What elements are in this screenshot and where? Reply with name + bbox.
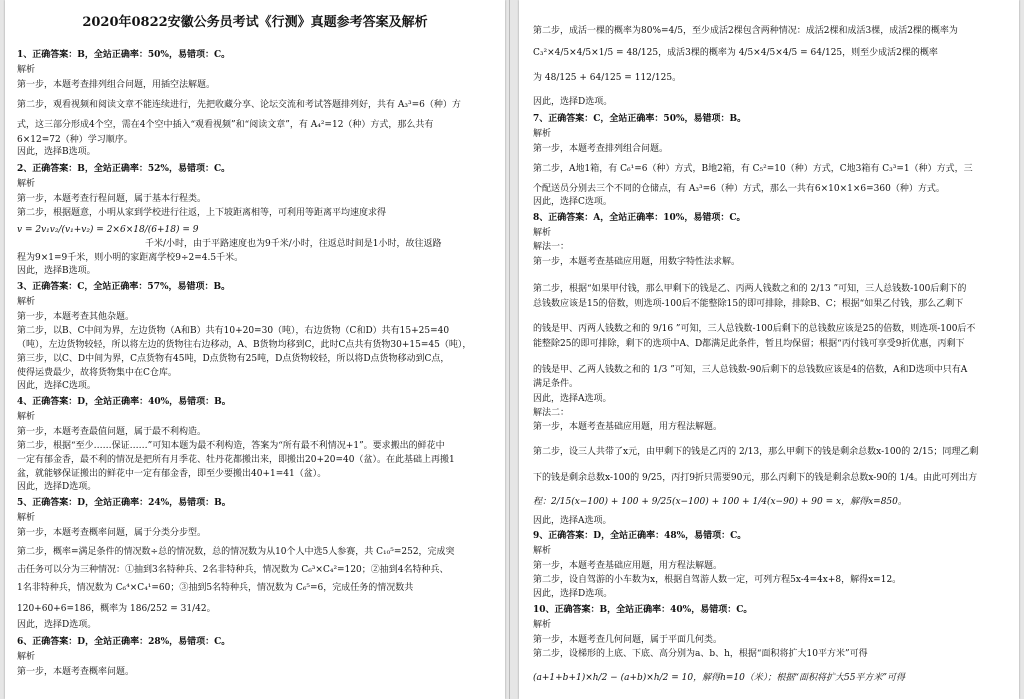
analysis-label: 解析 xyxy=(17,412,36,422)
formula-line: 为 48/125 + 64/125 = 112/125。 xyxy=(533,73,682,83)
answer-heading: 4、正确答案：D，全站正确率：40%，易错项：B。 xyxy=(17,397,231,407)
answer-heading: 8、正确答案：A，全站正确率：10%，易错项：C。 xyxy=(533,213,746,223)
body-line: （吨），左边货物较轻，所以将左边的货物往右边移动，A、B货物均移到C，此时C点共有货物30+15=45（吨）， xyxy=(17,340,472,350)
body-line: 能整除25的即可排除，剩下的选项中A、D都满足此条件，暂且均保留；根据“丙付钱可享受9折优惠，丙剩下 xyxy=(533,339,965,349)
analysis-label: 解析 xyxy=(17,65,36,75)
body-line: 第二步，成活一棵的概率为80%=4/5，至少成活2棵包含两种情况：成活2棵和成活3棵，成活2棵的概率为 xyxy=(533,26,958,36)
body-line: 第二步，设自驾游的小车数为x，根据自驾游人数一定，可列方程5x-4=4x+8，解得x=12。 xyxy=(533,575,902,585)
body-line: 第一步，本题考查基础应用题，用方程法解题。 xyxy=(533,561,723,571)
body-line: 1名非特种兵，情况数为 C₆⁴×C₄¹=60；③抽到5名特种兵，情况数为 C₆⁵=6，完成任务的情况数共 xyxy=(17,583,414,593)
conclusion-line: 因此，选择D选项。 xyxy=(533,97,613,107)
conclusion-line: 因此，选择D选项。 xyxy=(17,620,97,630)
body-line: 6×12=72（种）学习顺序。 xyxy=(17,135,133,145)
formula-line: 120+60+6=186，概率为 186/252 = 31/42。 xyxy=(17,604,216,614)
conclusion-line: 因此，选择A选项。 xyxy=(533,516,612,526)
conclusion-line: 因此，选择B选项。 xyxy=(17,147,96,157)
analysis-label: 解析 xyxy=(17,297,36,307)
body-line: 第二步，根据题意，小明从家到学校进行往返，上下坡距离相等，可利用等距离平均速度求得 xyxy=(17,208,387,218)
conclusion-line: 因此，选择C选项。 xyxy=(17,381,96,391)
body-line: 第一步，本题考查概率问题，属于分类分步型。 xyxy=(17,528,207,538)
document-title: 2020年0822安徽公务员考试《行测》真题参考答案及解析 xyxy=(82,15,428,30)
body-line: 击任务可以分为三种情况：①抽到3名特种兵、2名非特种兵，情况数为 C₆³×C₄²=120；②抽到4名特种兵、 xyxy=(17,565,449,575)
document-page-left xyxy=(5,0,505,699)
conclusion-line: 因此，选择D选项。 xyxy=(533,589,613,599)
body-line: 盆，就能够保证搬出的鲜花中一定有郁金香，即至少要搬出40+1=41（盆）。 xyxy=(17,469,327,479)
body-line: 一定有郁金香，最不利的情况是把所有月季花、牡丹花都搬出来，即搬出20+20=40（盆）。在此基础上再搬1 xyxy=(17,455,455,465)
analysis-label: 解析 xyxy=(533,228,552,238)
formula-line: C₃²×4/5×4/5×1/5 = 48/125，成活3棵的概率为 4/5×4/5×4/5 = 64/125，则至少成活2棵的概率 xyxy=(533,48,938,58)
body-line: 的钱是甲、乙两人钱数之和的 1/3 ”可知，三人总钱数-90后剩下的总钱数应该是4的倍数，A和D选项中只有A xyxy=(533,365,968,375)
body-line: 第二步，设梯形的上底、下底、高分别为a、b、h，根据“面积将扩大10平方米”可得 xyxy=(533,649,868,659)
body-line: 式，这三部分形成4个空，需在4个空中插入“观看视频”和“阅读文章”，有 A₄²=12（种）方式，那么共有 xyxy=(17,120,434,130)
body-line: 第二步，A地1箱，有 C₆¹=6（种）方式，B地2箱，有 C₅²=10（种）方式，C地3箱有 C₃³=1（种）方式，三 xyxy=(533,164,973,174)
body-line: 满足条件。 xyxy=(533,379,579,389)
answer-heading: 1、正确答案：B，全站正确率：50%，易错项：C。 xyxy=(17,50,231,60)
conclusion-line: 因此，选择B选项。 xyxy=(17,266,96,276)
body-line: 第二步，概率=满足条件的情况数÷总的情况数，总的情况数为从10个人中选5人参赛，共 C₁₀⁵=252，完成突 xyxy=(17,547,455,557)
answer-heading: 2、正确答案：B，全站正确率：52%，易错项：C。 xyxy=(17,164,231,174)
body-line: 总钱数应该是15的倍数，则选项-100后不能整除15的即可排除，排除B、C；根据“如果乙付钱，那么乙剩下 xyxy=(533,299,964,309)
body-line: 使得运费最少，故将货物集中在C仓库。 xyxy=(17,368,177,378)
answer-heading: 10、正确答案：B，全站正确率：40%，易错项：C。 xyxy=(533,605,753,615)
body-line: 第一步，本题考查最值问题，属于最不利构造。 xyxy=(17,427,207,437)
body-line: 第一步，本题考查排列组合问题，用插空法解题。 xyxy=(17,80,216,90)
formula-line: (a+1+b+1)×h/2 − (a+b)×h/2 = 10，解得h=10（米）；根据“面积将扩大55平方米”可得 xyxy=(533,673,906,683)
body-line: 程为9×1=9千米，则小明的家距离学校9÷2=4.5千米。 xyxy=(17,253,244,263)
body-line: 第一步，本题考查排列组合问题。 xyxy=(533,144,669,154)
body-line: 的钱是甲、丙两人钱数之和的 9/16 ”可知，三人总钱数-100后剩下的总钱数应该是25的倍数，则选项-100后不 xyxy=(533,324,976,334)
conclusion-line: 因此，选择C选项。 xyxy=(533,197,612,207)
body-line: 第二步，以B、C中间为界，左边货物（A和B）共有10+20=30（吨），右边货物（C和D）共有15+25=40 xyxy=(17,326,450,336)
body-line: 第三步，以C、D中间为界，C点货物有45吨，D点货物有25吨，D点货物较轻，所以将D点货物移动到C点， xyxy=(17,354,450,364)
analysis-label: 解析 xyxy=(533,546,552,556)
method-label: 解法一： xyxy=(533,242,570,252)
analysis-label: 解析 xyxy=(17,179,36,189)
answer-heading: 9、正确答案：D，全站正确率：48%，易错项：C。 xyxy=(533,531,747,541)
page-gap xyxy=(509,0,510,699)
body-line: 下的钱是剩余总数x-100的 9/25，丙打9折只需要90元，那么丙剩下的钱是剩余总数x-90的 1/4。由此可列出方 xyxy=(533,473,978,483)
body-line: 个配送员分别去三个不同的仓储点，有 A₃³=6（种）方式，那么一共有6×10×1×6=360（种）方式。 xyxy=(533,184,945,194)
document-page-right xyxy=(519,0,1019,699)
body-line: 第二步，观看视频和阅读文章不能连续进行，先把收藏分享、论坛交流和考试答题排列好，共有 A₃³=6（种）方 xyxy=(17,100,461,110)
answer-heading: 7、正确答案：C，全站正确率：50%，易错项：B。 xyxy=(533,114,747,124)
body-line: 第一步，本题考查行程问题，属于基本行程类。 xyxy=(17,194,207,204)
analysis-label: 解析 xyxy=(17,652,36,662)
conclusion-line: 因此，选择A选项。 xyxy=(533,394,612,404)
body-line: 第二步，根据“如果甲付钱，那么甲剩下的钱是乙、丙两人钱数之和的 2/13 ”可知，三人总钱数-100后剩下的 xyxy=(533,284,967,294)
conclusion-line: 因此，选择D选项。 xyxy=(17,482,97,492)
analysis-label: 解析 xyxy=(17,513,36,523)
body-line: 第一步，本题考查基础应用题，用方程法解题。 xyxy=(533,422,723,432)
formula-line: v = 2v₁v₂/(v₁+v₂) = 2×6×18/(6+18) = 9 xyxy=(17,225,199,235)
body-line: 第一步，本题考查几何问题，属于平面几何类。 xyxy=(533,635,723,645)
body-line: 第二步，根据“至少……保证……”可知本题为最不利构造，答案为“所有最不利情况+1”。要求搬出的鲜花中 xyxy=(17,441,445,451)
body-line: 第一步，本题考查基础应用题，用数字特性法求解。 xyxy=(533,257,741,267)
answer-heading: 6、正确答案：D，全站正确率：28%，易错项：C。 xyxy=(17,637,231,647)
body-line: 第一步，本题考查概率问题。 xyxy=(17,667,135,677)
answer-heading: 5、正确答案：D，全站正确率：24%，易错项：B。 xyxy=(17,498,231,508)
method-label: 解法二： xyxy=(533,408,570,418)
answer-heading: 3、正确答案：C，全站正确率：57%，易错项：B。 xyxy=(17,282,231,292)
body-line: 第一步，本题考查其他杂题。 xyxy=(17,312,135,322)
analysis-label: 解析 xyxy=(533,620,552,630)
body-line: 千米/小时，由于平路速度也为9千米/小时，往返总时间是1小时，故往返路 xyxy=(145,239,442,249)
body-line: 第二步，设三人共带了x元，由甲剩下的钱是乙丙的 2/13，那么甲剩下的钱是剩余总数x-100的 2/15；同理乙剩 xyxy=(533,447,979,457)
formula-line: 程：2/15(x−100) + 100 + 9/25(x−100) + 100 + 1/4(x−90) + 90 = x，解得x=850。 xyxy=(533,497,907,507)
analysis-label: 解析 xyxy=(533,129,552,139)
